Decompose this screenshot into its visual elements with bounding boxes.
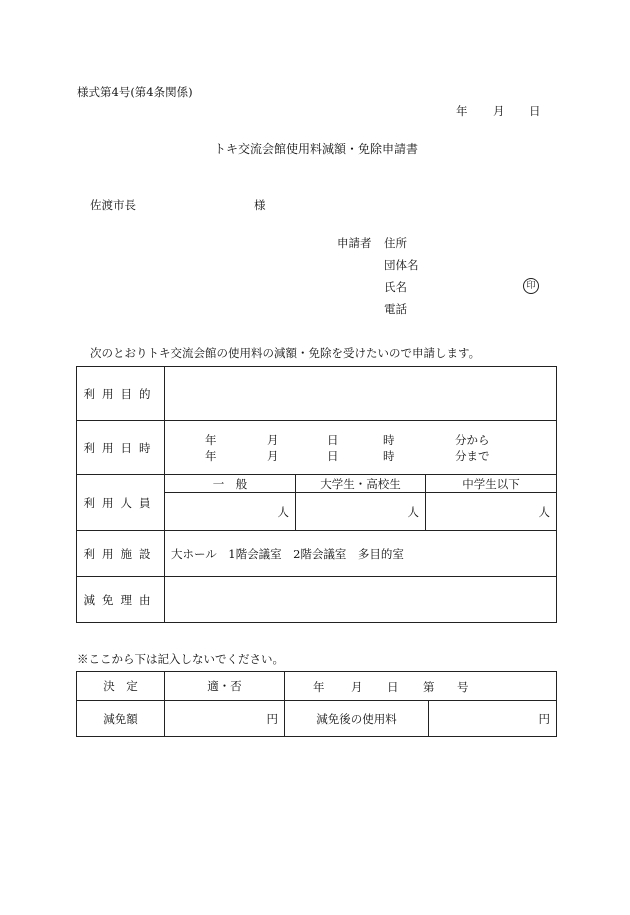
purpose-row [77, 367, 557, 421]
people-label: 利用人員 [77, 475, 165, 531]
decision-go: 号 [457, 679, 469, 694]
people-header-general: 一 般 [165, 475, 296, 493]
addressee-name: 佐渡市長 [90, 198, 136, 212]
office-use-table [76, 671, 557, 737]
seal-mark: 印 [523, 278, 539, 294]
date-month-label: 月 [493, 104, 505, 118]
datetime-field[interactable] [165, 421, 557, 475]
people-count-general[interactable] [165, 493, 296, 531]
people-header-junior-high: 中学生以下 [426, 475, 557, 493]
yen-unit: 円 [266, 711, 278, 726]
people-unit: 人 [277, 504, 289, 519]
application-table [76, 366, 557, 623]
applicant-name-label: 氏名 [384, 280, 407, 294]
datetime-label: 利用日時 [77, 421, 165, 475]
applicant-phone-label: 電話 [384, 302, 407, 316]
purpose-field[interactable] [165, 367, 557, 421]
date-day-label: 日 [529, 104, 541, 118]
document-title: トキ交流会館使用料減額・免除申請書 [214, 142, 419, 156]
start-day: 日 [327, 432, 339, 447]
office-use-note: ※ここから下は記入しないでください。 [77, 652, 284, 666]
form-number: 様式第4号(第4条関係) [77, 85, 193, 99]
applicant-organization-label: 団体名 [384, 258, 419, 272]
end-day: 日 [327, 448, 339, 463]
start-minute: 分から [455, 432, 490, 447]
end-hour: 時 [383, 448, 395, 463]
applicant-label: 申請者 [337, 236, 372, 250]
start-year: 年 [205, 432, 217, 447]
decision-day: 日 [387, 679, 399, 694]
decision-no: 第 [423, 679, 435, 694]
end-year: 年 [205, 448, 217, 463]
reduction-row [77, 701, 557, 737]
people-count-university-high[interactable] [296, 493, 426, 531]
decision-year: 年 [313, 679, 325, 694]
decision-row [77, 672, 557, 701]
people-unit: 人 [407, 504, 419, 519]
facility-row [77, 531, 557, 577]
facility-label: 利用施設 [77, 531, 165, 577]
decision-date-number [285, 672, 557, 701]
purpose-label: 利用目的 [77, 367, 165, 421]
datetime-row [77, 421, 557, 475]
start-month: 月 [267, 432, 279, 447]
applicant-address-label: 住所 [384, 236, 407, 250]
after-reduction-label: 減免後の使用料 [285, 701, 429, 737]
reason-label: 減免理由 [77, 577, 165, 623]
addressee-honorific: 様 [254, 198, 266, 212]
people-unit: 人 [538, 504, 551, 519]
reduction-amount [165, 701, 285, 737]
reduction-label: 減免額 [77, 701, 165, 737]
reason-row [77, 577, 557, 623]
after-reduction-amount [429, 701, 557, 737]
date-year-label: 年 [456, 104, 468, 118]
decision-month: 月 [351, 679, 363, 694]
facility-options[interactable]: 大ホール 1階会議室 2階会議室 多目的室 [165, 531, 557, 577]
intro-text: 次のとおりトキ交流会館の使用料の減額・免除を受けたいので申請します。 [90, 346, 481, 360]
end-minute: 分まで [455, 448, 490, 463]
approval-choice: 適・否 [165, 672, 285, 701]
people-header-row [77, 475, 557, 493]
end-month: 月 [267, 448, 279, 463]
people-count-junior-high[interactable] [426, 493, 557, 531]
start-hour: 時 [383, 432, 395, 447]
reason-field[interactable] [165, 577, 557, 623]
yen-unit: 円 [538, 711, 550, 726]
people-header-university-high: 大学生・高校生 [296, 475, 426, 493]
decision-label: 決 定 [77, 672, 165, 701]
